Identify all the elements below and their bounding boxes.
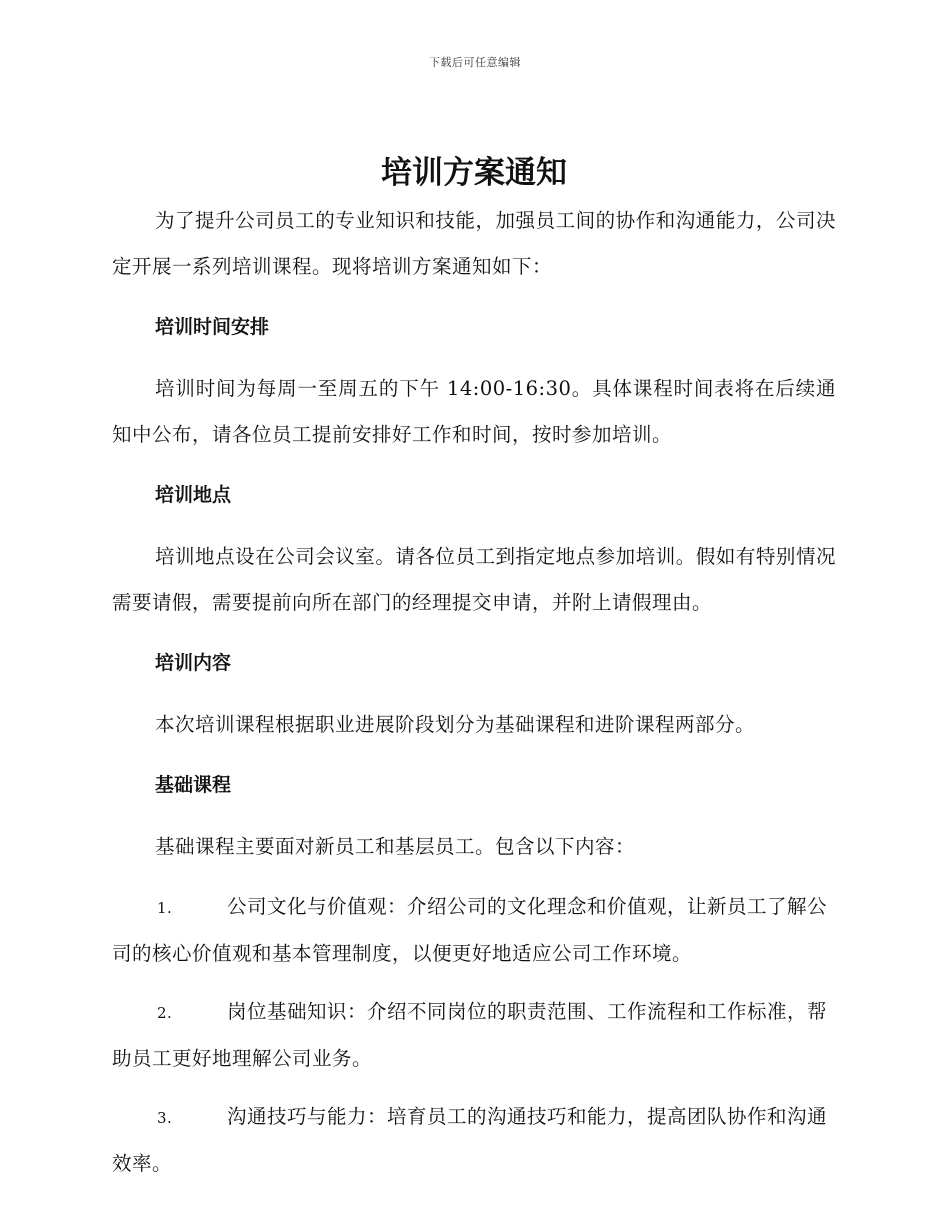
section-heading-location: 培训地点 — [155, 484, 232, 506]
list-item-text: 公司文化与价值观：介绍公司的文化理念和价值观，让新员工了解公司的核心价值观和基本管理制度，以便更好地适应公司工作环境。 — [112, 895, 828, 965]
section-text-content: 本次培训课程根据职业进展阶段划分为基础课程和进阶课程两部分。 — [155, 713, 756, 736]
list-item — [112, 884, 836, 977]
section-heading-schedule: 培训时间安排 — [155, 316, 270, 338]
section-text-schedule: 培训时间为每周一至周五的下午 14:00-16:30。具体课程时间表将在后续通知中公布，请各位员工提前安排好工作和时间，按时参加培训。 — [112, 377, 836, 446]
list-item-text: 岗位基础知识：介绍不同岗位的职责范围、工作流程和工作标准，帮助员工更好地理解公司业务。 — [112, 1000, 828, 1070]
list-item-number: 3. — [157, 1109, 173, 1127]
document-body — [112, 148, 836, 1199]
list-item — [112, 1094, 836, 1187]
document-title: 培训方案通知 — [381, 155, 567, 191]
section-heading-basic-course: 基础课程 — [155, 774, 232, 796]
list-item — [112, 989, 836, 1082]
list-item-number: 1. — [157, 899, 173, 917]
page-header: 下载后可任意编辑 — [429, 56, 521, 69]
section-text-location: 培训地点设在公司会议室。请各位员工到指定地点参加培训。假如有特别情况需要请假，需要提前向所在部门的经理提交申请，并附上请假理由。 — [112, 545, 836, 614]
list-item-text: 沟通技巧与能力：培育员工的沟通技巧和能力，提高团队协作和沟通效率。 — [112, 1105, 828, 1175]
section-text-basic-course: 基础课程主要面对新员工和基层员工。包含以下内容： — [155, 835, 636, 858]
section-heading-content: 培训内容 — [155, 652, 232, 674]
intro-paragraph: 为了提升公司员工的专业知识和技能，加强员工间的协作和沟通能力，公司决定开展一系列培训课程。现将培训方案通知如下： — [112, 209, 836, 278]
list-item-number: 2. — [157, 1004, 173, 1022]
